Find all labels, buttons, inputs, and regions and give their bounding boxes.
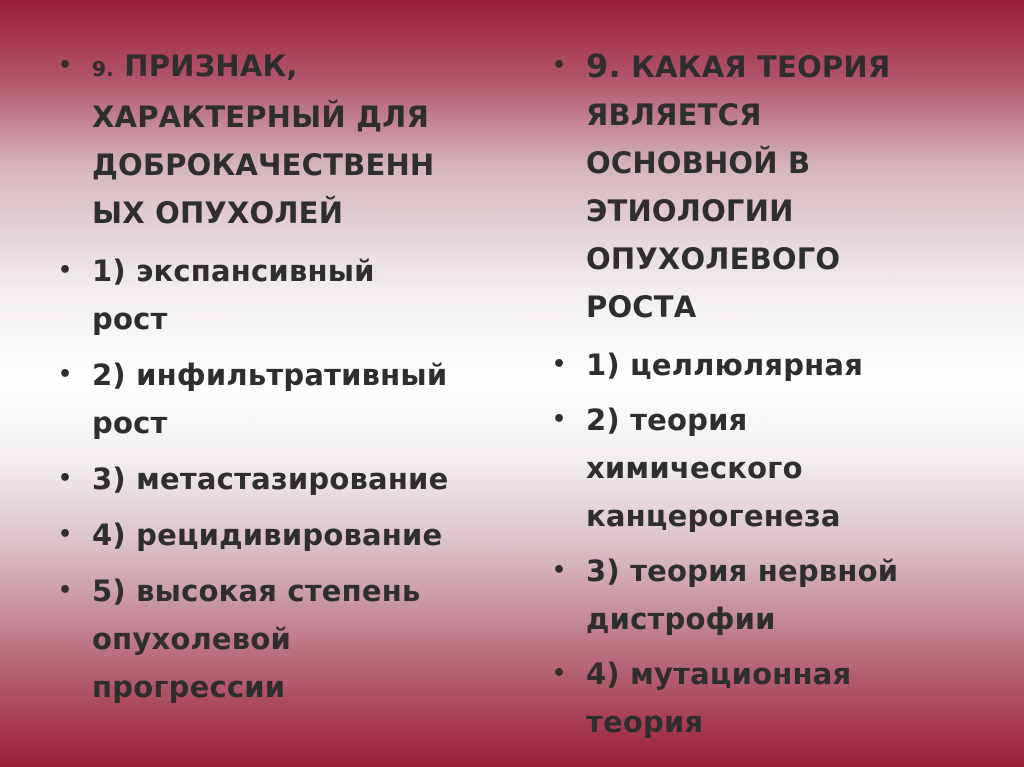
right-option-text: 4) мутационная теория xyxy=(586,657,852,739)
right-question-text: КАКАЯ ТЕОРИЯ ЯВЛЯЕТСЯ ОСНОВНОЙ В ЭТИОЛОГИИ ОПУХОЛЕВОГО РОСТА xyxy=(586,50,891,324)
bullet-icon: • xyxy=(552,558,567,583)
bullet-icon: • xyxy=(552,661,567,686)
left-question-list xyxy=(52,42,472,711)
bullet-icon: • xyxy=(552,53,567,78)
right-option-text: 1) целлюлярная xyxy=(586,348,864,382)
left-question-number: 9. xyxy=(92,57,114,81)
left-option-text: 3) метастазирование xyxy=(92,462,449,496)
right-question-number: 9. xyxy=(586,47,621,85)
right-column xyxy=(546,42,986,753)
left-question xyxy=(52,42,472,237)
left-option-text: 4) рецидивирование xyxy=(92,518,443,552)
left-option-4 xyxy=(52,511,512,559)
left-option-5 xyxy=(52,567,452,711)
bullet-icon: • xyxy=(58,578,73,603)
right-option-text: 2) теория химического канцерогенеза xyxy=(586,403,841,533)
bullet-icon: • xyxy=(552,407,567,432)
right-option-1 xyxy=(546,341,1006,389)
left-question-text: ПРИЗНАК, ХАРАКТЕРНЫЙ ДЛЯ ДОБРОКАЧЕСТВЕНН ЫХ ОПУХОЛЕЙ xyxy=(92,49,435,230)
left-option-text: 2) инфильтративный рост xyxy=(92,358,448,440)
left-column xyxy=(52,42,472,719)
bullet-icon: • xyxy=(58,466,73,491)
left-option-text: 1) экспансивный рост xyxy=(92,254,375,336)
right-option-2 xyxy=(546,396,886,540)
bullet-icon: • xyxy=(58,362,73,387)
bullet-icon: • xyxy=(58,258,73,283)
left-option-2 xyxy=(52,351,472,447)
right-question-list xyxy=(546,42,986,746)
left-option-1 xyxy=(52,247,432,343)
right-option-text: 3) теория нервной дистрофии xyxy=(586,554,899,636)
right-option-3 xyxy=(546,547,946,643)
bullet-icon: • xyxy=(552,352,567,377)
bullet-icon: • xyxy=(58,53,73,78)
bullet-icon: • xyxy=(58,522,73,547)
left-option-3 xyxy=(52,455,512,503)
right-question xyxy=(546,42,916,331)
right-option-4 xyxy=(546,650,906,746)
left-option-text: 5) высокая степень опухолевой прогрессии xyxy=(92,574,421,704)
